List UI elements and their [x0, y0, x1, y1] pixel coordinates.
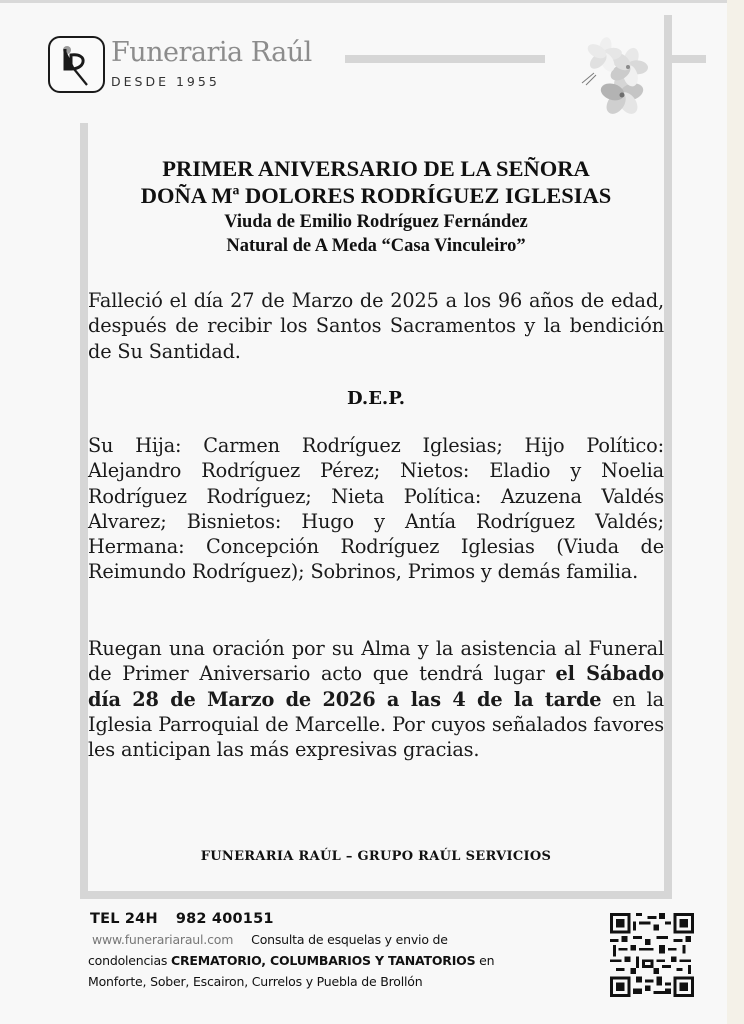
subtitle-widow: Viuda de Emilio Rodríguez Fernández: [224, 212, 528, 232]
title-line-1: PRIMER ANIVERSARIO DE LA SEÑORA: [162, 156, 590, 181]
cross-arm-bar: [672, 55, 706, 63]
frame-top-bar: [345, 55, 545, 63]
phone-number[interactable]: 982 400151: [175, 911, 274, 927]
brand-name: Funeraria Raúl: [111, 37, 312, 68]
request-intro: Ruegan una oración por su Alma y la asistencia al Funeral de Primer Aniversario acto que tendrá lugar: [88, 637, 664, 686]
frame-bottom-bar: [80, 891, 672, 899]
title-line-2: DOÑA Mª DOLORES RODRÍGUEZ IGLESIAS: [140, 183, 612, 208]
frame-left-bar: [80, 123, 88, 899]
frangipani-flowers-icon: [560, 15, 660, 115]
phone-line: [90, 911, 590, 927]
funeral-request-paragraph: [88, 636, 664, 762]
services-suffix: en: [475, 953, 495, 968]
qr-code-icon[interactable]: [608, 913, 696, 997]
death-paragraph: Falleció el día 27 de Marzo de 2025 a los 96 años de edad, después de recibir los Santos Sacramentos y la bendición de Su Santidad.: [88, 289, 664, 363]
locations-text: Monforte, Sober, Escairon, Currelos y Puebla de Brollón: [88, 974, 423, 989]
services-list: CREMATORIO, COLUMBARIOS Y TANATORIOS: [171, 953, 476, 968]
frame-right-bar: [664, 15, 672, 897]
logo-r-icon: [48, 36, 105, 93]
dep-label: D.E.P.: [346, 388, 406, 409]
notice-heading: [88, 155, 664, 258]
ceremony-date-time: el Sábado día 28 de Marzo de 2026 a las 4 de la tarde: [88, 662, 664, 711]
website-link[interactable]: www.funerariaraul.com: [92, 932, 234, 947]
consult-text: Consulta de esquelas y envio de: [251, 932, 448, 947]
condolences-text: condolencias: [88, 953, 172, 968]
phone-label: TEL 24H: [90, 911, 158, 927]
company-line: FUNERARIA RAÚL – GRUPO RAÚL SERVICIOS: [200, 849, 552, 864]
request-outro: en la Iglesia Parroquial de Marcelle. Por cuyos señalados favores les anticipan las más expresivas gracias.: [88, 687, 664, 762]
brand-since: DESDE 1955: [111, 74, 220, 89]
subtitle-origin: Natural de A Meda “Casa Vinculeiro”: [226, 236, 526, 256]
contact-footer: [90, 911, 590, 992]
brand-logo: [48, 36, 312, 93]
family-paragraph: Su Hija: Carmen Rodríguez Iglesias; Hijo Político: Alejandro Rodríguez Pérez; Nietos: Eladio y Noelia Rodríguez Rodríguez; Nieta Política: Azuzena Valdés Alvarez; Bisnietos: Hugo y Antía Rodríguez Valdés; Hermana: Concepción Rodríguez Iglesias (Viuda de Reimundo Rodríguez); Sobrinos, Primos y demás familia.: [88, 434, 664, 584]
